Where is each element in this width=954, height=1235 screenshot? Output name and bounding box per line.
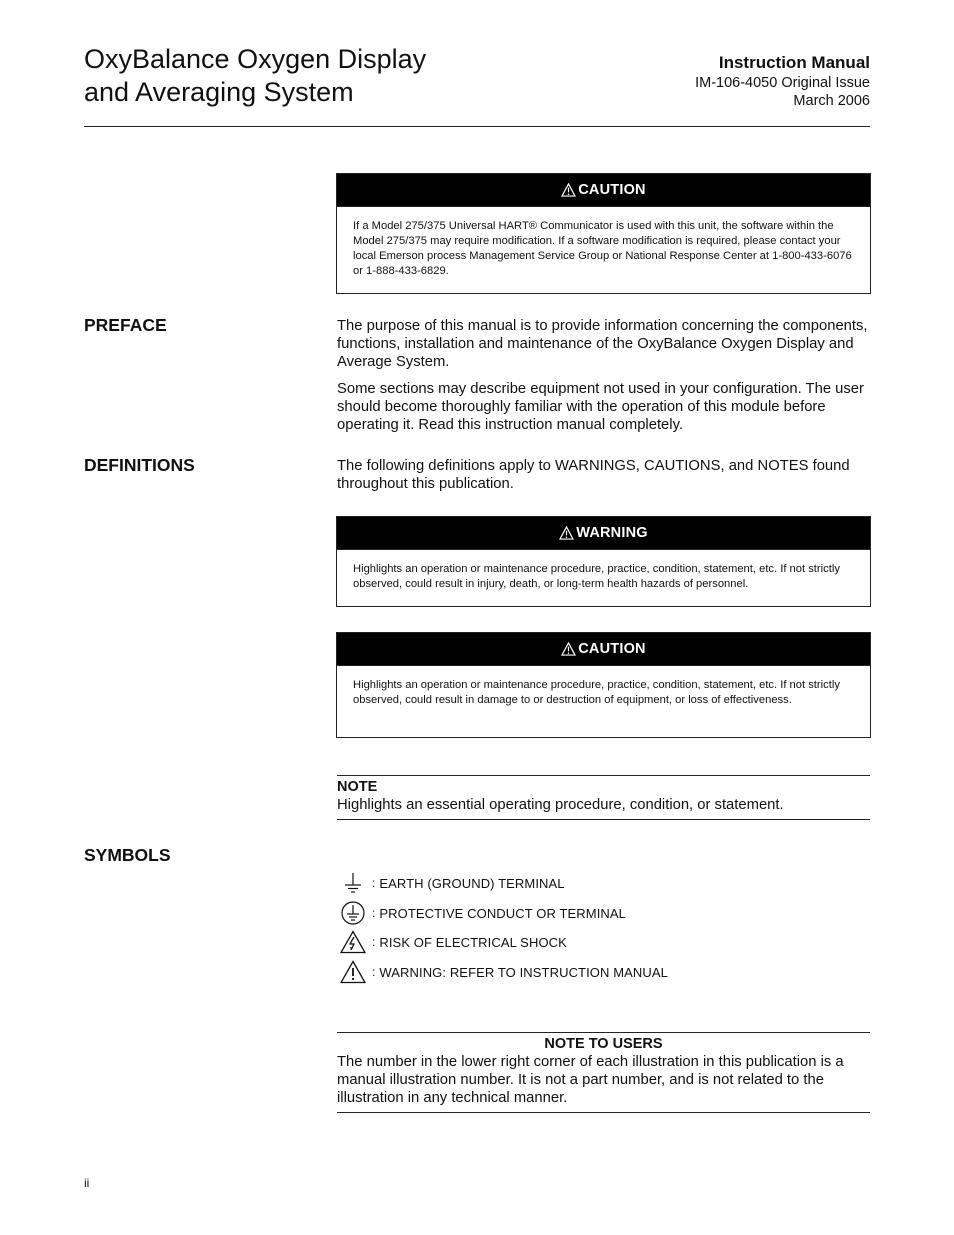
preface-heading: PREFACE	[84, 315, 167, 335]
caution-definition-text: Highlights an operation or maintenance procedure, practice, condition, statement, etc. If not strictly observed, could result in damage to or destruction of equipment, or loss of effectiveness.	[337, 665, 870, 722]
definitions-heading: DEFINITIONS	[84, 455, 195, 475]
symbol-colon: :	[372, 965, 376, 979]
header-meta	[695, 52, 870, 110]
symbol-label-warning: WARNING: REFER TO INSTRUCTION MANUAL	[379, 964, 668, 980]
caution-header	[337, 174, 870, 206]
symbols-heading: SYMBOLS	[84, 845, 171, 865]
symbol-row-protective	[338, 900, 626, 926]
issue-date: March 2006	[793, 93, 870, 109]
protective-conductor-icon	[338, 900, 368, 926]
caution-definition-header	[337, 633, 870, 665]
symbol-row-earth	[338, 870, 565, 896]
preface-paragraph-2: Some sections may describe equipment not used in your configuration. The user should become thoroughly familiar with the operation of this module before operating it. Read this instruction manual completely.	[337, 381, 864, 433]
caution-box-definition	[336, 632, 871, 738]
caution-triangle-icon	[561, 183, 576, 197]
symbol-row-warning	[338, 959, 668, 985]
warning-triangle-icon	[559, 526, 574, 540]
symbol-row-shock	[338, 929, 567, 955]
warning-header	[337, 517, 870, 549]
symbol-label-protective: PROTECTIVE CONDUCT OR TERMINAL	[379, 905, 626, 921]
note-block	[337, 775, 870, 820]
symbol-label-shock: RISK OF ELECTRICAL SHOCK	[379, 934, 567, 950]
symbol-colon: :	[372, 906, 376, 920]
warning-label: WARNING	[576, 525, 648, 541]
warning-text: Highlights an operation or maintenance procedure, practice, condition, statement, etc. If not strictly observed, could result in injury, death, or long-term health hazards of personnel.	[337, 549, 870, 606]
manual-label: Instruction Manual	[718, 53, 870, 72]
header-divider	[84, 126, 870, 127]
note-text: Highlights an essential operating procedure, condition, or statement.	[337, 797, 784, 813]
preface-paragraph-1: The purpose of this manual is to provide information concerning the components, functions, installation and maintenance of the OxyBalance Oxygen Display and Average System.	[337, 318, 868, 370]
page-number: ii	[84, 1176, 90, 1190]
definitions-intro: The following definitions apply to WARNINGS, CAUTIONS, and NOTES found throughout this publication.	[337, 458, 850, 492]
warning-triangle-icon	[338, 959, 368, 985]
symbol-colon: :	[372, 935, 376, 949]
note-to-users-block	[337, 1032, 870, 1113]
warning-box	[336, 516, 871, 607]
caution-text: If a Model 275/375 Universal HART® Communicator is used with this unit, the software within the Model 275/375 may require modification. If a software modification is required, please contact your local Emerson process Management Service Group or National Response Center at 1-800-433-6076 or 1-888-433-6829.	[337, 206, 870, 293]
electrical-shock-icon	[338, 929, 368, 955]
caution-definition-label: CAUTION	[578, 641, 646, 657]
document-title-line2: and Averaging System	[84, 77, 354, 107]
caution-box-hart	[336, 173, 871, 294]
symbol-colon: :	[372, 876, 376, 890]
document-title	[84, 43, 426, 109]
note-to-users-title: NOTE TO USERS	[544, 1036, 663, 1052]
document-title-line1: OxyBalance Oxygen Display	[84, 44, 427, 74]
caution-label: CAUTION	[578, 182, 646, 198]
note-title: NOTE	[337, 779, 378, 795]
caution-triangle-icon	[561, 642, 576, 656]
symbol-label-earth: EARTH (GROUND) TERMINAL	[379, 875, 565, 891]
note-to-users-text: The number in the lower right corner of each illustration in this publication is a manual illustration number. It is not a part number, and is not related to the illustration in any technical manner.	[337, 1054, 844, 1106]
doc-number: IM-106-4050 Original Issue	[695, 75, 870, 91]
earth-ground-icon	[338, 870, 368, 896]
